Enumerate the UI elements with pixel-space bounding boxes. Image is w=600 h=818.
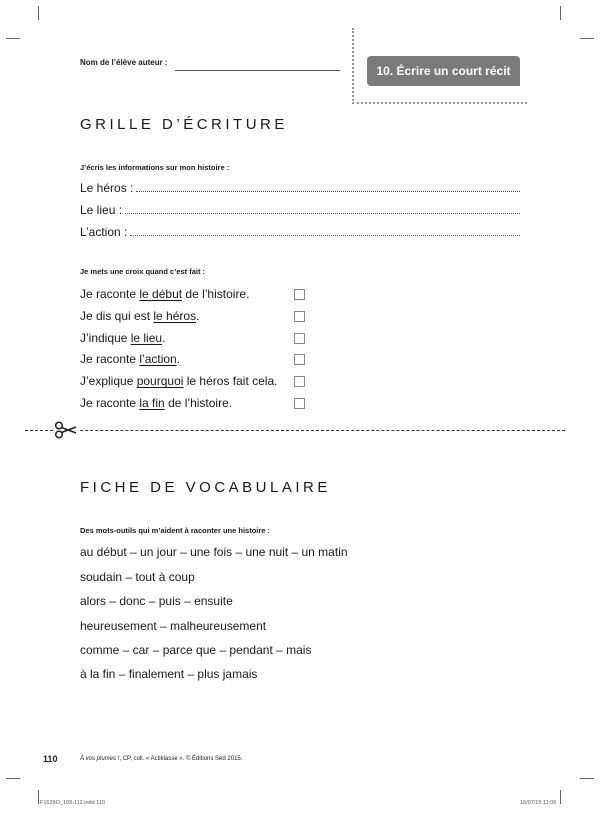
crop-mark — [38, 6, 39, 20]
crop-mark — [580, 38, 594, 39]
crop-mark — [580, 778, 594, 779]
criterion-ending: Je raconte la fin de l’histoire. — [80, 396, 233, 410]
dotted-frame-vertical — [352, 28, 354, 104]
copyright-credit: À vos plumes !, CP, coll. « Actiklasse ». © Éditions Sed 2015. — [80, 756, 243, 762]
author-label: Nom de l’élève auteur : — [80, 58, 168, 67]
checkbox-why[interactable] — [294, 376, 305, 387]
lesson-title-badge: 10. Écrire un court récit — [367, 56, 520, 86]
field-hero-label: Le héros : — [80, 181, 134, 195]
vocab-line: au début – un jour – une fois – une nuit – un matin — [80, 545, 348, 559]
checkbox-place[interactable] — [294, 333, 305, 344]
vocab-line: soudain – tout à coup — [80, 570, 195, 584]
crop-mark — [560, 6, 561, 20]
scissors-icon — [54, 421, 78, 439]
criterion-beginning: Je raconte le début de l’histoire. — [80, 287, 250, 301]
field-action-label: L’action : — [80, 225, 128, 239]
cut-line — [25, 430, 565, 431]
field-place-line[interactable] — [125, 203, 520, 214]
vocab-line: heureusement – malheureusement — [80, 619, 267, 633]
crop-mark — [6, 778, 20, 779]
checkbox-hero[interactable] — [294, 311, 305, 322]
page-number: 110 — [43, 754, 58, 764]
check-instruction: Je mets une croix quand c’est fait : — [80, 267, 206, 276]
grid-title: GRILLE D’ÉCRITURE — [80, 116, 288, 133]
criterion-why: J’explique pourquoi le héros fait cela. — [80, 374, 278, 388]
info-instruction: J’écris les informations sur mon histoire : — [80, 163, 230, 172]
checkbox-action[interactable] — [294, 354, 305, 365]
print-slug-file: F1629O_103-112.indd 110 — [40, 800, 105, 806]
criterion-place: J’indique le lieu. — [80, 331, 166, 345]
field-place-label: Le lieu : — [80, 203, 123, 217]
field-action[interactable] — [80, 225, 520, 239]
vocab-line: comme – car – parce que – pendant – mais — [80, 643, 312, 657]
field-action-line[interactable] — [130, 225, 520, 236]
vocab-line: à la fin – finalement – plus jamais — [80, 667, 258, 681]
checkbox-beginning[interactable] — [294, 289, 305, 300]
print-slug-date: 16/07/15 11:05 — [520, 800, 557, 806]
field-place[interactable] — [80, 203, 520, 217]
field-hero[interactable] — [80, 181, 520, 195]
vocab-instruction: Des mots-outils qui m’aident à raconter une histoire : — [80, 526, 271, 535]
author-name-line[interactable] — [175, 70, 340, 71]
crop-mark — [6, 38, 20, 39]
checkbox-ending[interactable] — [294, 398, 305, 409]
criterion-action: Je raconte l’action. — [80, 352, 181, 366]
criterion-hero: Je dis qui est le héros. — [80, 309, 200, 323]
field-hero-line[interactable] — [136, 181, 520, 192]
crop-mark — [38, 790, 39, 804]
vocab-title: FICHE DE VOCABULAIRE — [80, 479, 331, 496]
vocab-line: alors – donc – puis – ensuite — [80, 594, 233, 608]
dotted-frame-horizontal — [352, 102, 527, 104]
crop-mark — [560, 790, 561, 804]
